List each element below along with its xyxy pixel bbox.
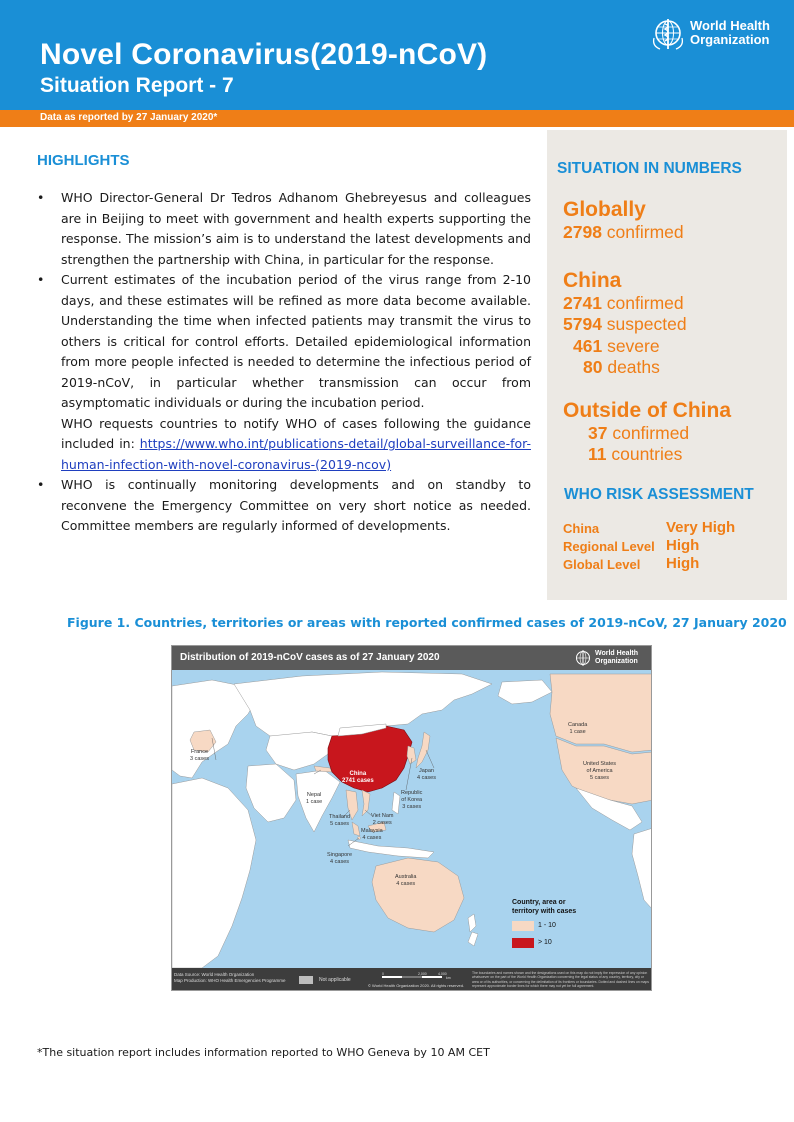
map-label-korea: Republic of Korea 3 cases bbox=[401, 790, 423, 810]
china-severe: 461 severe bbox=[573, 336, 660, 356]
highlight-item bbox=[35, 475, 531, 537]
map-source: Data Source: World Health Organization Map Production: WHO Health Emergencies Programme bbox=[174, 972, 286, 983]
outside-countries: 11 countries bbox=[588, 444, 683, 464]
scale-label: 0 bbox=[382, 972, 384, 976]
outside-heading: Outside of China bbox=[563, 399, 731, 422]
risk-value-china: Very High bbox=[666, 519, 736, 536]
map-legend bbox=[512, 898, 576, 950]
map-label-china: China 2741 cases bbox=[342, 771, 374, 784]
highlight-item bbox=[35, 188, 531, 270]
risk-value-regional: High bbox=[666, 537, 700, 554]
map-label-canada: Canada 1 case bbox=[568, 722, 588, 735]
map-label-australia: Australia 4 cases bbox=[395, 874, 417, 887]
footnote: *The situation report includes information reported to WHO Geneva by 10 AM CET bbox=[37, 1046, 490, 1059]
who-logo-text: World Health Organization bbox=[690, 18, 770, 47]
report-subtitle: Situation Report - 7 bbox=[40, 74, 234, 97]
bullet-icon: • bbox=[37, 190, 45, 205]
risk-title: WHO RISK ASSESSMENT bbox=[564, 486, 754, 503]
map-logo-text: World Health Organization bbox=[595, 650, 639, 665]
outside-confirmed: 37 confirmed bbox=[588, 423, 690, 443]
highlight-text: Current estimates of the incubation period of the virus range from 2-10 days, and these estimates will be refined as more data become available. Understanding the time when infected patients may transmit the virus to others is critical for control efforts. Detailed epidemiological information from more people infected is needed to determine the infectious period of 2019-nCoV, in particular whether transmission can occur from asymptomatic individuals or during the incubation period. bbox=[61, 272, 531, 410]
bullet-icon: • bbox=[37, 272, 45, 287]
highlights-title: HIGHLIGHTS bbox=[37, 152, 130, 169]
legend-label: 1 - 10 bbox=[538, 922, 556, 929]
globally-confirmed: 2798 confirmed bbox=[563, 222, 684, 242]
report-header bbox=[0, 0, 794, 110]
map-label-singapore: Singapore 4 cases bbox=[327, 852, 353, 865]
scale-label: 2,000 bbox=[418, 972, 427, 976]
legend-label: > 10 bbox=[538, 939, 552, 946]
map-label-usa: United States of America 5 cases bbox=[583, 761, 617, 781]
legend-swatch-low bbox=[512, 921, 534, 931]
world-map bbox=[172, 670, 652, 968]
map-header bbox=[172, 646, 652, 670]
china-confirmed: 2741 confirmed bbox=[563, 293, 684, 313]
map-label-nepal: Nepal 1 case bbox=[306, 792, 323, 805]
highlight-item bbox=[35, 270, 531, 475]
situation-title: SITUATION IN NUMBERS bbox=[557, 160, 742, 177]
bullet-icon: • bbox=[37, 477, 45, 492]
map-footer bbox=[172, 968, 652, 991]
map-who-logo bbox=[574, 649, 650, 667]
not-applicable-swatch bbox=[299, 976, 313, 984]
china-deaths: 80 deaths bbox=[583, 357, 660, 377]
risk-label-global: Global Level bbox=[563, 557, 641, 572]
map-title: Distribution of 2019-nCoV cases as of 27 January 2020 bbox=[180, 652, 440, 663]
data-reported-text: Data as reported by 27 January 2020* bbox=[40, 112, 218, 123]
who-emblem-icon bbox=[574, 649, 592, 667]
highlight-text: WHO is continually monitoring developments and on standby to reconvene the Emergency Committee on very short notice as needed. Committee members are regularly informed of developments. bbox=[61, 477, 531, 533]
case-distribution-map bbox=[171, 645, 652, 991]
map-label-japan: Japan 4 cases bbox=[417, 768, 436, 781]
data-reported-bar bbox=[0, 110, 794, 127]
legend-title: Country, area or territory with cases bbox=[512, 899, 577, 915]
legend-swatch-high bbox=[512, 938, 534, 948]
scale-unit: km bbox=[446, 976, 451, 980]
map-label-thailand: Thailand 5 cases bbox=[329, 814, 351, 827]
legend-item bbox=[512, 936, 576, 950]
china-heading: China bbox=[563, 269, 622, 292]
china-suspected: 5794 suspected bbox=[563, 314, 687, 334]
legend-item bbox=[512, 919, 576, 933]
report-title: Novel Coronavirus(2019-nCoV) bbox=[40, 38, 488, 71]
map-label-vietnam: Viet Nam 2 cases bbox=[371, 813, 394, 826]
guidance-link[interactable]: https://www.who.int/publications-detail/global-surveillance-for-human-infection-with-novel-coronavirus-(2019-ncov) bbox=[61, 436, 531, 472]
globally-heading: Globally bbox=[563, 198, 646, 221]
who-emblem-icon bbox=[650, 16, 686, 52]
risk-value-global: High bbox=[666, 555, 700, 572]
risk-label-china: China bbox=[563, 521, 600, 536]
highlight-text: WHO requests countries to notify WHO of cases following the guidance included in: https://www.who.int/publications-detail/global-surveillance-for-human-infection-with-novel-coronavirus-(2019-ncov) bbox=[61, 415, 531, 472]
figure-caption: Figure 1. Countries, territories or areas with reported confirmed cases of 2019-nCoV, 27 January 2020 bbox=[67, 615, 787, 630]
map-disclaimer: The boundaries and names shown and the designations used on this map do not imply the expression of any opinion whatsoever on the part of the World Health Organization concerning the legal status of any country, territory, city or area or of its authorities, or concerning the delimitation of its frontiers or boundaries. Dotted and dashed lines on maps represent approximate border lines for which there may not yet be full agreement. bbox=[472, 971, 649, 989]
map-label-malaysia: Malaysia 4 cases bbox=[361, 828, 383, 841]
highlight-text: WHO Director-General Dr Tedros Adhanom Ghebreyesus and colleagues are in Beijing to meet with government and health experts supporting the response. The mission’s aim is to understand the latest developments and strengthen the partnership with China, in particular for the response. bbox=[61, 190, 531, 267]
scale-label: 4,000 bbox=[438, 972, 447, 976]
risk-label-regional: Regional Level bbox=[563, 539, 655, 554]
map-label-france: France 3 cases bbox=[190, 749, 209, 762]
who-logo bbox=[650, 16, 770, 52]
situation-panel bbox=[547, 130, 787, 600]
map-copyright: © World Health Organization 2020. All rights reserved. bbox=[368, 983, 465, 988]
highlights-list bbox=[35, 188, 531, 537]
not-applicable-label: Not applicable bbox=[319, 977, 351, 983]
